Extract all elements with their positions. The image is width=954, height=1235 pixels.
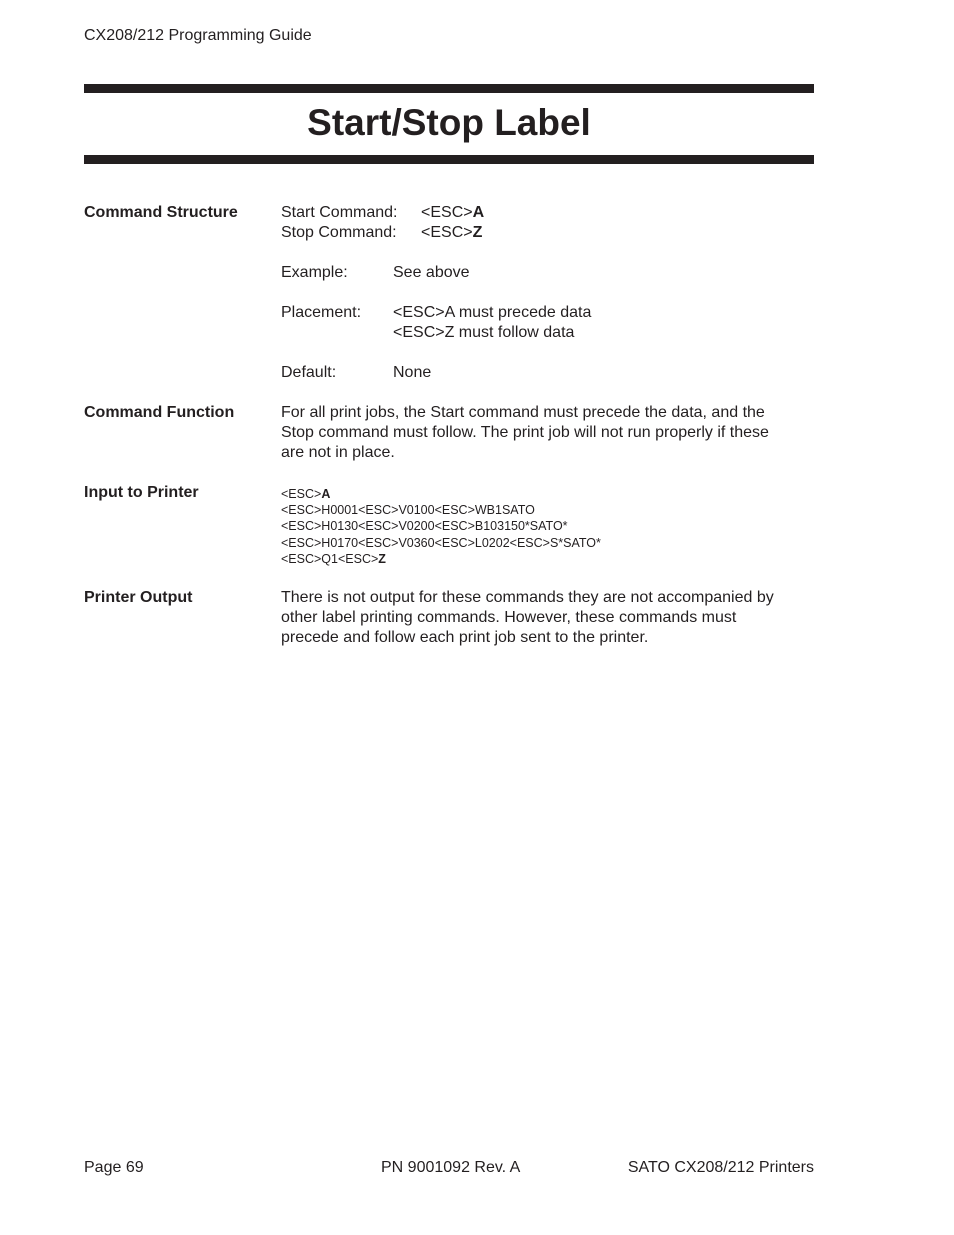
example-value: See above xyxy=(393,264,470,281)
printer-output-label: Printer Output xyxy=(84,589,193,606)
code-line: <ESC>H0001<ESC>V0100<ESC>WB1SATO xyxy=(281,503,535,518)
command-function-line: For all print jobs, the Start command must precede the data, and the xyxy=(281,404,765,421)
input-code-block xyxy=(281,486,601,567)
footer-part-number: PN 9001092 Rev. A xyxy=(381,1159,521,1176)
start-command-prefix: <ESC> xyxy=(421,204,473,221)
command-structure-label: Command Structure xyxy=(84,204,238,221)
command-function-line: Stop command must follow. The print job will not run properly if these xyxy=(281,424,769,441)
code-line-5-prefix: <ESC>Q1<ESC> xyxy=(281,551,379,566)
placement-line-1: <ESC>A must precede data xyxy=(393,304,592,321)
code-line-5-letter: Z xyxy=(378,551,386,566)
command-function-line: are not in place. xyxy=(281,444,395,461)
running-header: CX208/212 Programming Guide xyxy=(84,27,312,44)
start-command-value xyxy=(421,203,484,223)
code-line xyxy=(281,551,601,567)
code-line: <ESC>H0130<ESC>V0200<ESC>B103150*SATO* xyxy=(281,519,568,534)
page-title: Start/Stop Label xyxy=(307,102,591,143)
default-value: None xyxy=(393,364,432,381)
footer-page-number: Page 69 xyxy=(84,1159,144,1176)
input-to-printer-label: Input to Printer xyxy=(84,484,199,501)
title-rule-bottom xyxy=(84,155,814,164)
placement-label: Placement: xyxy=(281,304,362,321)
printer-output-text xyxy=(281,588,821,648)
printer-output-line: other label printing commands. However, these commands must xyxy=(281,609,737,626)
footer-product: SATO CX208/212 Printers xyxy=(627,1159,814,1176)
title-rule-top xyxy=(84,84,814,93)
code-line xyxy=(281,486,601,502)
printer-output-line: There is not output for these commands they are not accompanied by xyxy=(281,589,774,606)
stop-command-value xyxy=(421,223,482,243)
command-function-label: Command Function xyxy=(84,404,235,421)
code-line-1-prefix: <ESC> xyxy=(281,487,322,501)
printer-output-line: precede and follow each print job sent to the printer. xyxy=(281,629,649,646)
code-line: <ESC>H0170<ESC>V0360<ESC>L0202<ESC>S*SATO* xyxy=(281,535,601,550)
code-line-1-letter: A xyxy=(321,487,331,501)
start-command-label: Start Command: xyxy=(281,204,398,221)
stop-command-label: Stop Command: xyxy=(281,224,397,241)
placement-line-2: <ESC>Z must follow data xyxy=(393,324,575,341)
example-label: Example: xyxy=(281,264,348,281)
stop-command-prefix: <ESC> xyxy=(421,224,473,241)
command-function-text xyxy=(281,403,821,463)
stop-command-letter: Z xyxy=(472,224,483,241)
start-command-letter: A xyxy=(472,204,485,221)
default-label: Default: xyxy=(281,364,337,381)
